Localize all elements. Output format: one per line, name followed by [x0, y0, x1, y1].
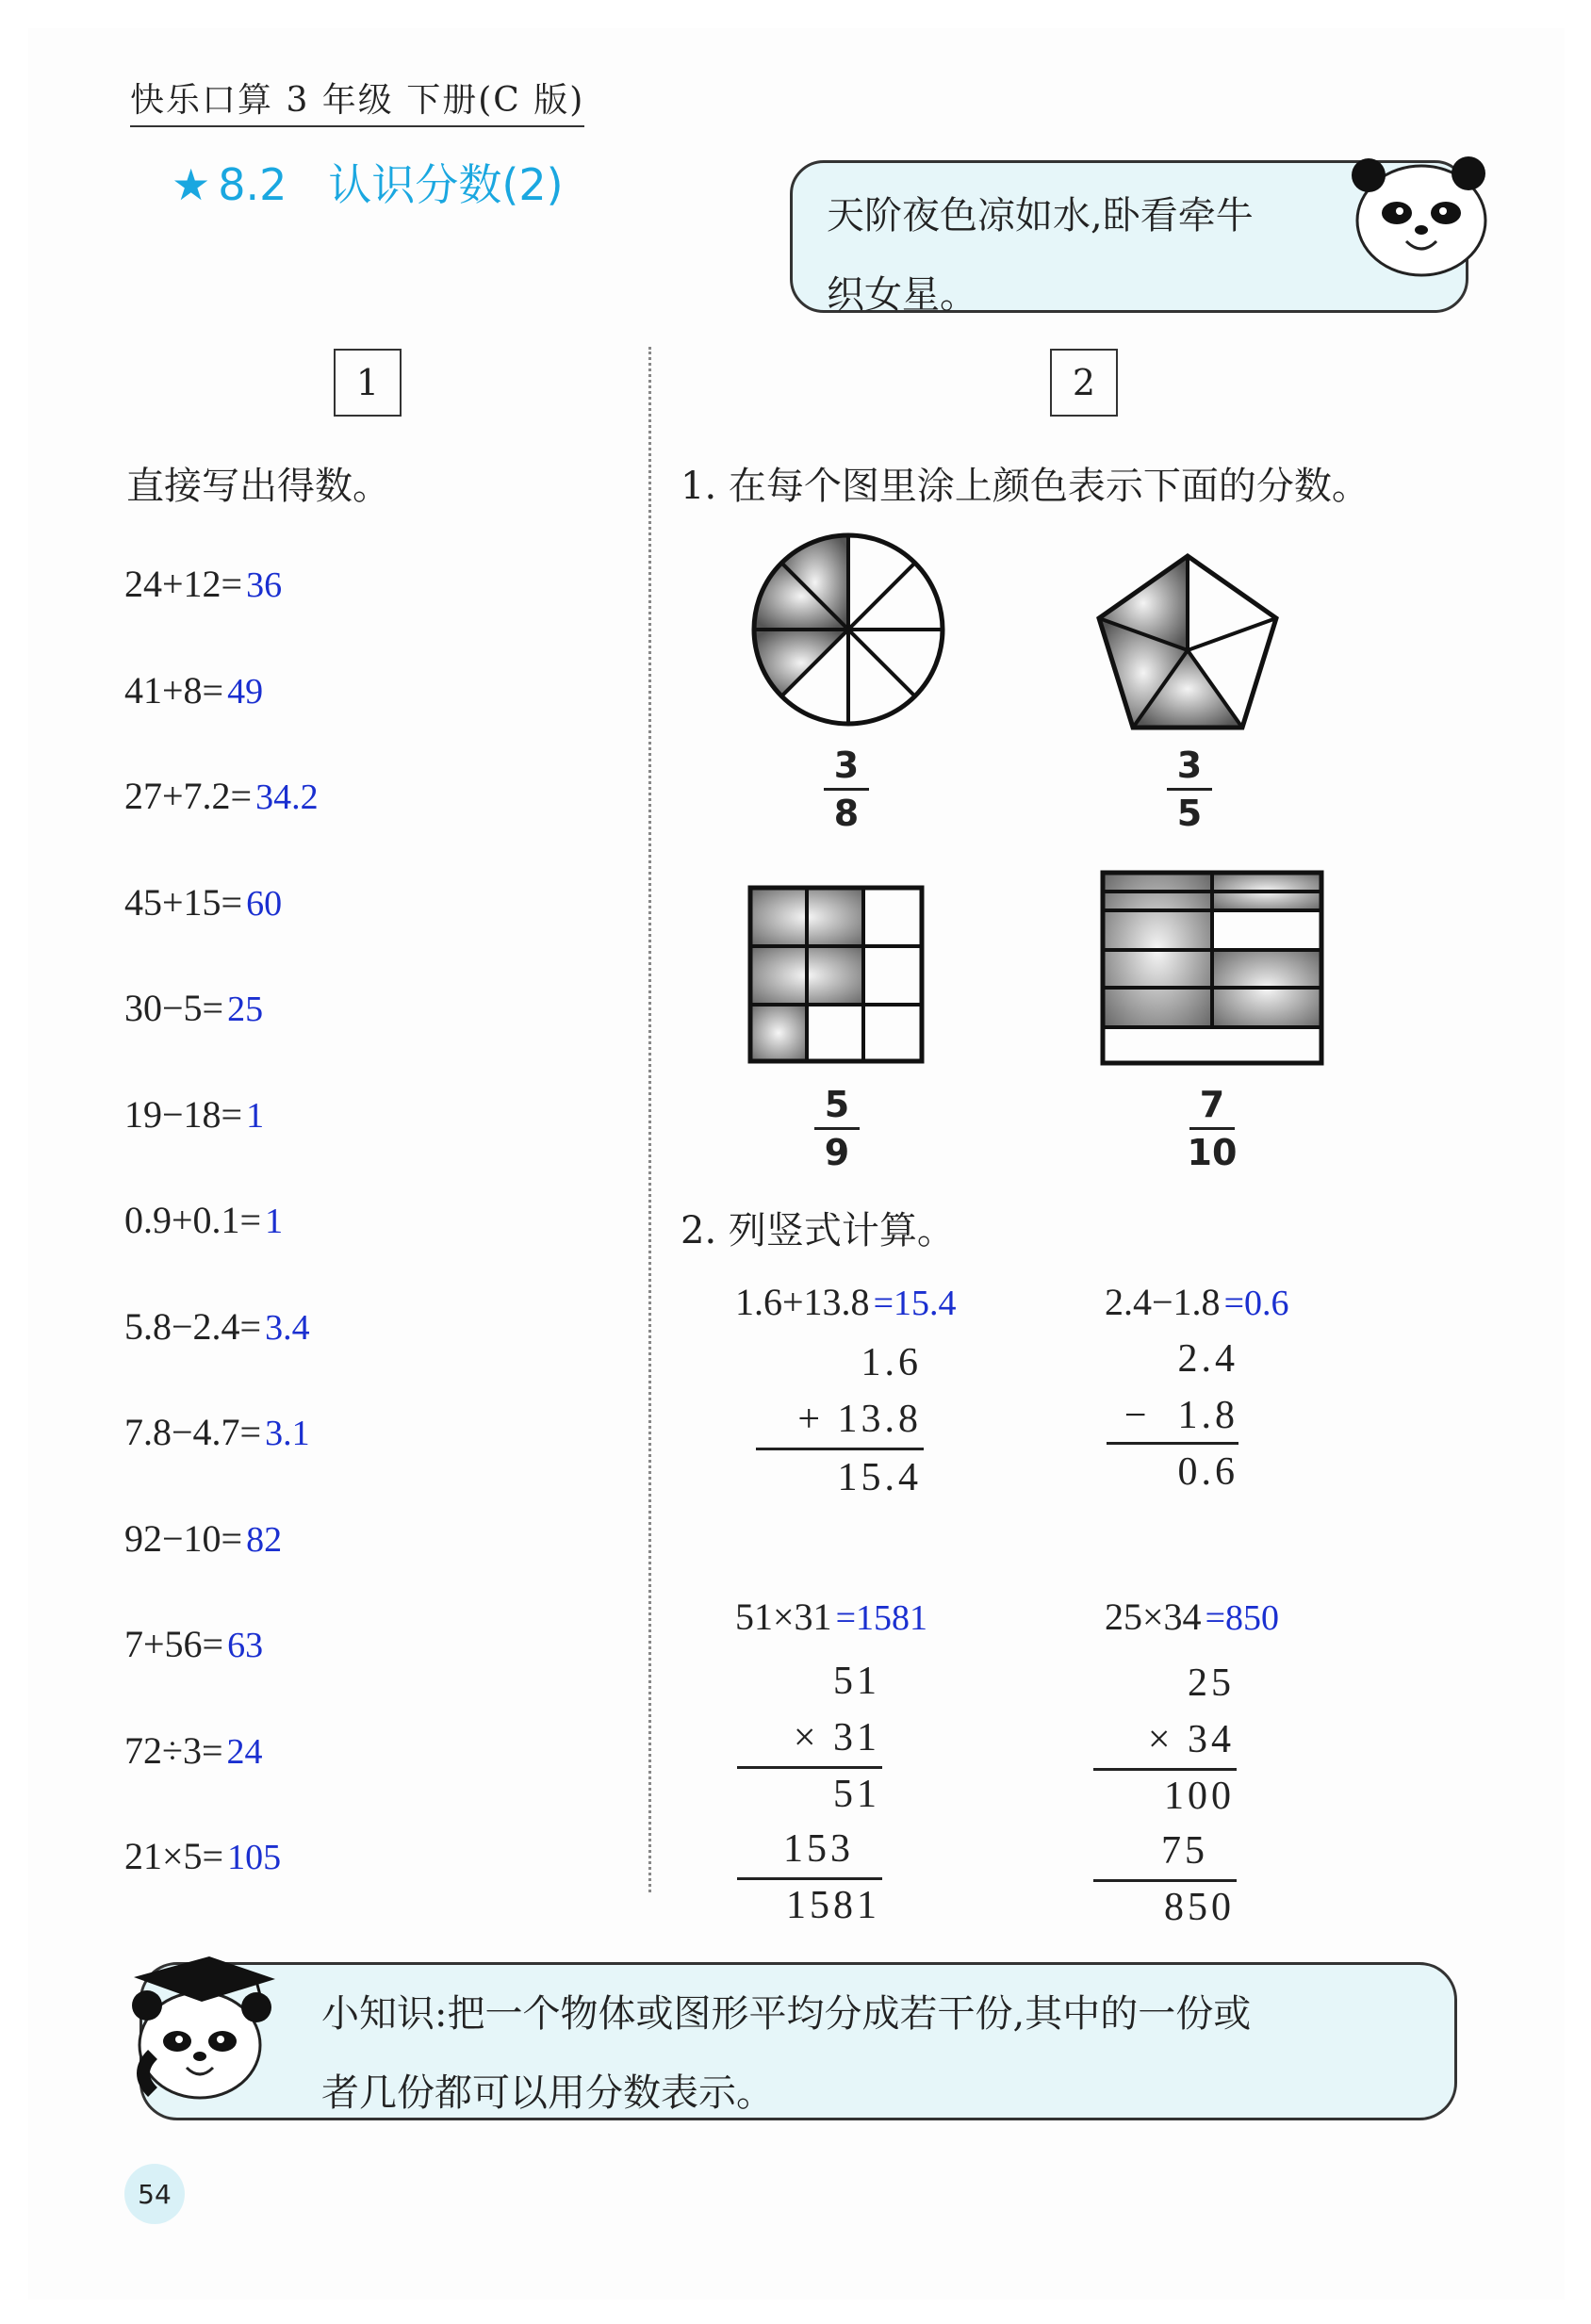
vertical-line: 25 — [1188, 1661, 1235, 1705]
equation-expression: 41+8= — [124, 668, 224, 712]
page-number: 54 — [124, 2164, 185, 2224]
equation-row — [124, 1728, 263, 1773]
panda-icon — [1348, 155, 1489, 277]
vertical-result: 1581 — [786, 1884, 880, 1927]
equation-expression: 30−5= — [124, 987, 224, 1029]
equation-expression: 72÷3= — [124, 1728, 223, 1772]
knowledge-line-2: 者几份都可以用分数表示。 — [321, 2071, 774, 2115]
question-1-text: 1. 在每个图里涂上颜色表示下面的分数。 — [681, 465, 1370, 508]
calc-rule — [1093, 1768, 1237, 1771]
partial-product: 51 — [833, 1773, 880, 1816]
vertical-problem-2-expr — [1105, 1280, 1289, 1324]
partial-product: 75 — [1161, 1829, 1208, 1873]
partial-product: 153 — [783, 1827, 854, 1871]
lesson-number: 8.2 — [218, 159, 287, 210]
vertical-problem-4-expr — [1105, 1595, 1279, 1639]
section-1-label: 1 — [334, 349, 402, 417]
vertical-problem-3-expr — [735, 1595, 927, 1639]
calc-rule — [737, 1877, 882, 1880]
equation-expression: 27+7.2= — [124, 775, 253, 817]
equation-expression: 7+56= — [124, 1623, 224, 1665]
calc-rule — [756, 1448, 924, 1450]
graduate-panda-icon — [115, 1951, 285, 2111]
equation-expression: 24+12= — [124, 563, 243, 605]
fraction-3-5 — [1161, 745, 1218, 834]
grid-diagram — [746, 884, 926, 1065]
equation-answer: 36 — [246, 565, 283, 605]
calc-rule — [1107, 1442, 1238, 1445]
equation-answer: 63 — [227, 1626, 264, 1665]
vertical-line: − 1.8 — [1124, 1394, 1238, 1437]
equation-row — [124, 774, 319, 818]
equation-answer: 3.4 — [265, 1307, 310, 1348]
equation-row — [124, 1304, 310, 1349]
equation-expression: 0.9+0.1= — [124, 1199, 262, 1241]
calc-rule — [737, 1766, 882, 1769]
column-divider — [648, 347, 651, 1892]
equation-answer: 60 — [246, 883, 283, 924]
vertical-line: 1.6 — [861, 1341, 922, 1384]
equation-row — [124, 668, 263, 712]
problem-expression: 25×34 — [1105, 1596, 1202, 1638]
equation-answer: 105 — [227, 1838, 282, 1877]
bars-diagram — [1099, 869, 1325, 1067]
star-icon: ★ — [172, 159, 211, 210]
equation-expression: 92−10= — [124, 1516, 243, 1560]
equation-row — [124, 1622, 263, 1666]
problem-answer: =1581 — [835, 1598, 927, 1638]
problem-expression: 2.4−1.8 — [1105, 1281, 1221, 1323]
problem-answer: =850 — [1205, 1598, 1279, 1638]
equation-expression: 45+15= — [124, 880, 243, 924]
fraction-5-9 — [809, 1084, 865, 1173]
knowledge-bubble — [139, 1962, 1457, 2120]
equation-row — [124, 1092, 264, 1137]
equation-row — [124, 880, 282, 925]
problem-answer: =0.6 — [1223, 1284, 1289, 1323]
section-2-label: 2 — [1050, 349, 1118, 417]
fraction-3-8 — [818, 745, 875, 834]
fraction-numerator: 3 — [1176, 745, 1203, 786]
fraction-denominator: 10 — [1187, 1132, 1238, 1173]
vertical-result: 15.4 — [837, 1456, 922, 1499]
equation-row — [124, 562, 282, 606]
equation-answer: 3.1 — [265, 1414, 310, 1453]
equation-row — [124, 1410, 310, 1454]
equation-answer: 82 — [246, 1519, 283, 1560]
question-2-text: 2. 列竖式计算。 — [681, 1209, 955, 1252]
knowledge-line-1: 小知识:把一个物体或图形平均分成若干份,其中的一份或 — [321, 1992, 1252, 2036]
vertical-line: × 34 — [1147, 1718, 1235, 1761]
problem-expression: 51×31 — [735, 1596, 832, 1638]
equation-row — [124, 1198, 283, 1242]
poem-line-2: 织女星。 — [827, 273, 977, 317]
book-header: 快乐口算 3 年级 下册(C 版) — [130, 74, 584, 127]
pentagon-diagram — [1093, 550, 1282, 735]
equation-answer: 25 — [227, 990, 264, 1029]
lesson-title — [172, 151, 564, 213]
vertical-line: 2.4 — [1177, 1337, 1238, 1381]
problem-answer: =15.4 — [873, 1284, 957, 1323]
equation-expression: 5.8−2.4= — [124, 1304, 262, 1348]
section-1-instruction: 直接写出得数。 — [126, 465, 390, 508]
partial-product: 100 — [1164, 1775, 1235, 1818]
fraction-numerator: 7 — [1199, 1084, 1225, 1125]
equation-row — [124, 1834, 281, 1878]
circle-diagram — [750, 528, 946, 731]
fraction-denominator: 5 — [1176, 793, 1203, 834]
equation-expression: 21×5= — [124, 1835, 224, 1877]
fraction-denominator: 9 — [824, 1132, 850, 1173]
equation-expression: 19−18= — [124, 1092, 243, 1136]
poem-line-1: 天阶夜色凉如水,卧看牵牛 — [827, 194, 1254, 237]
vertical-line: 51 — [833, 1660, 880, 1703]
equation-answer: 1 — [246, 1095, 265, 1136]
problem-expression: 1.6+13.8 — [735, 1281, 870, 1323]
vertical-result: 0.6 — [1177, 1450, 1238, 1494]
vertical-problem-1-expr — [735, 1280, 957, 1324]
fraction-numerator: 5 — [824, 1084, 850, 1125]
equation-row — [124, 986, 263, 1030]
calc-rule — [1093, 1879, 1237, 1882]
equation-answer: 49 — [227, 671, 264, 712]
equation-answer: 24 — [226, 1731, 263, 1772]
vertical-result: 850 — [1164, 1886, 1235, 1929]
vertical-line: + 13.8 — [797, 1398, 922, 1441]
equation-expression: 7.8−4.7= — [124, 1411, 262, 1453]
lesson-title-text: 认识分数(2) — [328, 159, 564, 210]
fraction-denominator: 8 — [833, 793, 860, 834]
equation-answer: 34.2 — [255, 777, 319, 817]
fraction-7-10 — [1184, 1084, 1240, 1173]
equation-row — [124, 1516, 282, 1561]
equation-answer: 1 — [265, 1202, 284, 1241]
vertical-line: × 31 — [793, 1716, 880, 1759]
fraction-numerator: 3 — [833, 745, 860, 786]
